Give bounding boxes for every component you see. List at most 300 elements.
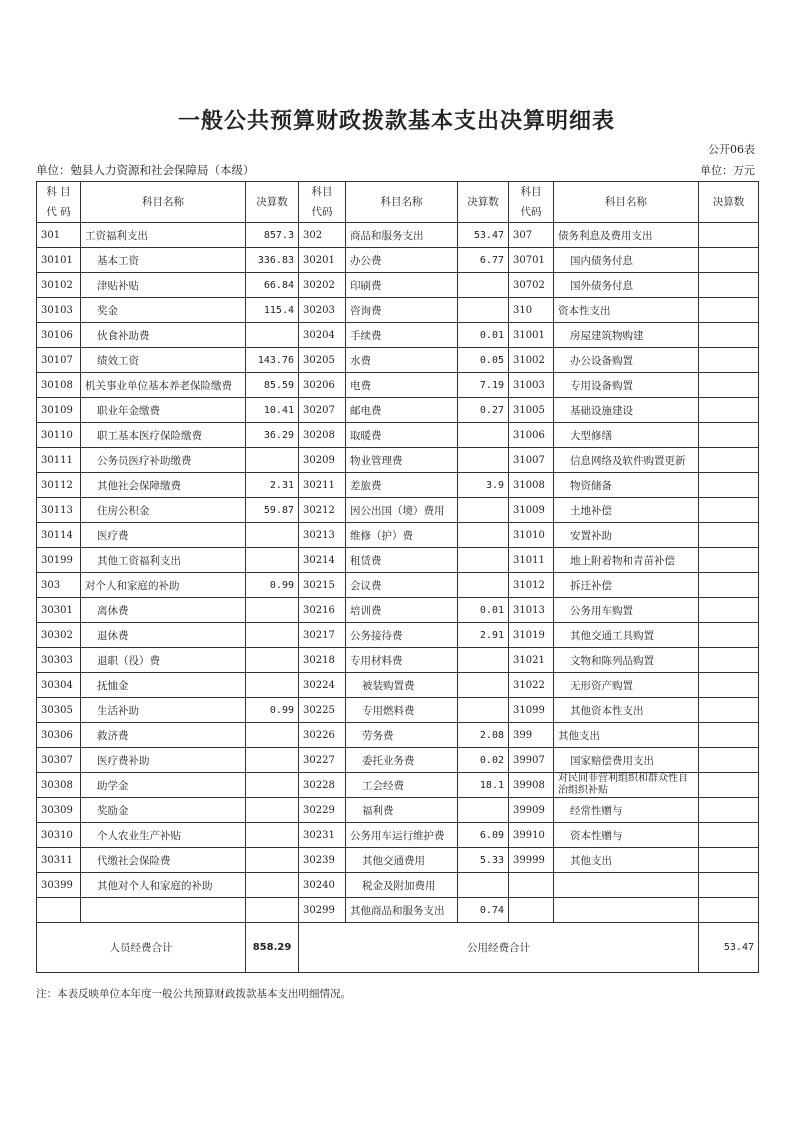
subject-name: [81, 598, 246, 623]
amount: 18.1: [458, 773, 509, 798]
subject-name-text: 邮电费: [350, 404, 382, 417]
amount: 3.9: [458, 473, 509, 498]
subject-name-text: 离休费: [97, 604, 129, 617]
table-row: [37, 748, 759, 773]
subject-name-text: 助学金: [97, 779, 129, 792]
table-row: [37, 398, 759, 423]
subject-code: 39908: [509, 773, 554, 798]
subject-name-text: 办公费: [350, 254, 382, 267]
subject-name: [554, 548, 699, 573]
subject-name-text: 其他社会保障缴费: [97, 479, 181, 492]
subject-name-text: 国家赔偿费用支出: [570, 754, 654, 767]
subject-name-text: 取暖费: [350, 429, 382, 442]
amount: 5.33: [458, 848, 509, 873]
subject-name-text: 文物和陈列品购置: [570, 654, 654, 667]
subject-name-text: 咨询费: [350, 304, 382, 317]
subject-code: 30227: [299, 748, 346, 773]
header-name: 科目名称: [346, 182, 458, 223]
subject-code: 30202: [299, 273, 346, 298]
amount: [699, 298, 759, 323]
subject-name: [554, 573, 699, 598]
subject-name-text: 其他交通工具购置: [570, 629, 654, 642]
amount: [699, 648, 759, 673]
subject-name: [346, 723, 458, 748]
subject-name: [346, 373, 458, 398]
subject-code: 30239: [299, 848, 346, 873]
amount: [699, 598, 759, 623]
subject-code: 30103: [37, 298, 81, 323]
subject-name: [81, 348, 246, 373]
table-row: [37, 498, 759, 523]
subject-code: 30207: [299, 398, 346, 423]
table-row: [37, 723, 759, 748]
amount: 6.77: [458, 248, 509, 273]
subject-name: [554, 623, 699, 648]
subject-name-text: 个人农业生产补贴: [97, 829, 181, 842]
page-title: 一般公共预算财政拨款基本支出决算明细表: [177, 108, 615, 134]
subject-code: 30204: [299, 323, 346, 348]
subject-name-text: 其他支出: [570, 854, 612, 867]
subject-name-text: 委托业务费: [362, 754, 415, 767]
amount: [246, 323, 299, 348]
amount: [699, 448, 759, 473]
subject-code: 30201: [299, 248, 346, 273]
amount: [699, 273, 759, 298]
subject-name-text: 医疗费补助: [97, 754, 150, 767]
subject-name: [81, 573, 246, 598]
subject-name: [81, 673, 246, 698]
personnel-total-label: 人员经费合计: [37, 923, 246, 973]
subject-code: 39909: [509, 798, 554, 823]
table-row: [37, 448, 759, 473]
subject-code: 30305: [37, 698, 81, 723]
subject-name-text: 大型修缮: [570, 429, 612, 442]
subject-name-text: 办公设备购置: [570, 354, 633, 367]
table-row: [37, 298, 759, 323]
table-row: [37, 423, 759, 448]
amount: [458, 423, 509, 448]
amount: 0.99: [246, 698, 299, 723]
subject-name: [554, 373, 699, 398]
subject-name-text: 债务利息及费用支出: [558, 229, 653, 242]
subject-name-text: 公务用车购置: [570, 604, 633, 617]
subject-code: 30299: [299, 898, 346, 923]
subject-name: [81, 698, 246, 723]
subject-name: [81, 423, 246, 448]
subject-name-text: 维修（护）费: [350, 529, 413, 542]
amount: [699, 398, 759, 423]
amount: [699, 748, 759, 773]
subject-code: [37, 898, 81, 923]
amount: [246, 748, 299, 773]
subject-name: [81, 323, 246, 348]
unit-name: 单位：勉县人力资源和社会保障局（本级）: [36, 163, 255, 177]
amount: [458, 798, 509, 823]
subject-name-text: 物资储备: [570, 479, 612, 492]
subject-code: 30399: [37, 873, 81, 898]
amount: [246, 448, 299, 473]
amount: 10.41: [246, 398, 299, 423]
table-row: [37, 673, 759, 698]
subject-name-text: 租赁费: [350, 554, 382, 567]
subject-name-text: 培训费: [350, 604, 382, 617]
subject-code: 30229: [299, 798, 346, 823]
subject-name: [346, 823, 458, 848]
amount: [699, 573, 759, 598]
subject-name: [554, 898, 699, 923]
table-row: [37, 848, 759, 873]
subject-name-text: 职业年金缴费: [97, 404, 160, 417]
header-code: 科目 代码: [299, 182, 346, 223]
amount: [699, 473, 759, 498]
subject-name: [346, 848, 458, 873]
header-amount: 决算数: [699, 182, 759, 223]
amount: [458, 273, 509, 298]
subject-name: [81, 773, 246, 798]
subject-name-text: 退休费: [97, 629, 129, 642]
header-name: 科目名称: [554, 182, 699, 223]
subject-code: 31022: [509, 673, 554, 698]
amount: [458, 673, 509, 698]
subject-name: [81, 873, 246, 898]
subject-code: 30107: [37, 348, 81, 373]
amount: [246, 873, 299, 898]
subject-name-text: 住房公积金: [97, 504, 150, 517]
subject-name-text: 其他工资福利支出: [97, 554, 181, 567]
subject-name-text: 伙食补助费: [97, 329, 150, 342]
amount: [699, 348, 759, 373]
subject-name-text: 退职（役）费: [97, 654, 160, 667]
subject-name-text: 对民间非营利组织和群众性自治组织补贴: [558, 773, 688, 796]
amount: [699, 423, 759, 448]
subject-name-text: 职工基本医疗保险缴费: [97, 429, 202, 442]
subject-code: 310: [509, 298, 554, 323]
subject-code: 30199: [37, 548, 81, 573]
form-number: 公开06表: [708, 143, 755, 156]
amount: [246, 798, 299, 823]
subject-name: [81, 648, 246, 673]
subject-name-text: 绩效工资: [97, 354, 139, 367]
subject-code: 30112: [37, 473, 81, 498]
amount: [699, 873, 759, 898]
subject-name-text: 商品和服务支出: [350, 229, 424, 242]
table-row: [37, 798, 759, 823]
subject-name: [346, 448, 458, 473]
amount: 36.29: [246, 423, 299, 448]
subject-code: 30113: [37, 498, 81, 523]
subject-name-text: 生活补助: [97, 704, 139, 717]
subject-code: 30301: [37, 598, 81, 623]
subject-name-text: 津贴补贴: [97, 279, 139, 292]
subject-name-text: 房屋建筑物购建: [570, 329, 644, 342]
header-code: 科 目 代 码: [37, 182, 81, 223]
amount: [246, 773, 299, 798]
subject-name: [346, 623, 458, 648]
subject-name-text: 其他资本性支出: [570, 704, 644, 717]
header-row: [37, 182, 759, 223]
subject-name: [346, 348, 458, 373]
subject-name: [81, 623, 246, 648]
subject-name-text: 基本工资: [97, 254, 139, 267]
subject-name: [554, 323, 699, 348]
subject-code: 30308: [37, 773, 81, 798]
subject-code: 31010: [509, 523, 554, 548]
amount: [699, 823, 759, 848]
subject-name-text: 专用设备购置: [570, 379, 633, 392]
table-row: [37, 598, 759, 623]
table-row: [37, 323, 759, 348]
subject-name-text: 其他对个人和家庭的补助: [97, 879, 213, 892]
subject-name-text: 工会经费: [362, 779, 404, 792]
amount: 336.83: [246, 248, 299, 273]
subject-name: [554, 748, 699, 773]
amount: 59.87: [246, 498, 299, 523]
amount: 7.19: [458, 373, 509, 398]
subject-name-text: 土地补偿: [570, 504, 612, 517]
amount: 66.84: [246, 273, 299, 298]
subject-name-text: 信息网络及软件购置更新: [570, 454, 686, 467]
subject-name: [346, 773, 458, 798]
subject-code: [509, 898, 554, 923]
public-total-label: 公用经费合计: [299, 923, 699, 973]
subject-name: [81, 523, 246, 548]
subject-code: 30215: [299, 573, 346, 598]
amount: [699, 498, 759, 523]
subject-code: 31008: [509, 473, 554, 498]
subject-name: [554, 298, 699, 323]
header-amount: 决算数: [458, 182, 509, 223]
subject-name: [346, 698, 458, 723]
subject-name: [81, 448, 246, 473]
amount: [699, 848, 759, 873]
subject-name: [346, 898, 458, 923]
subject-name: [346, 498, 458, 523]
subject-name: [346, 573, 458, 598]
subject-name-text: 基础设施建设: [570, 404, 633, 417]
subject-code: 30310: [37, 823, 81, 848]
subject-name: [81, 248, 246, 273]
subject-name: [346, 223, 458, 248]
table-row: [37, 348, 759, 373]
amount: 0.01: [458, 323, 509, 348]
amount: [458, 698, 509, 723]
subject-name-text: 电费: [350, 379, 371, 392]
subject-name-text: 代缴社会保险费: [97, 854, 171, 867]
subject-name: [554, 823, 699, 848]
amount: 6.09: [458, 823, 509, 848]
subject-name: [346, 673, 458, 698]
subject-code: 31012: [509, 573, 554, 598]
subject-code: 30209: [299, 448, 346, 473]
subject-code: 31006: [509, 423, 554, 448]
subject-name: [346, 873, 458, 898]
subject-name: [554, 523, 699, 548]
public-total-value: 53.47: [699, 923, 759, 973]
subject-name: [346, 298, 458, 323]
subject-code: 30311: [37, 848, 81, 873]
subject-code: 30102: [37, 273, 81, 298]
subject-name: [554, 448, 699, 473]
amount: [699, 798, 759, 823]
subject-name-text: 印刷费: [350, 279, 382, 292]
subject-name-text: 奖励金: [97, 804, 129, 817]
subject-code: 30309: [37, 798, 81, 823]
subject-name: [554, 648, 699, 673]
subject-code: 31011: [509, 548, 554, 573]
subject-code: 30206: [299, 373, 346, 398]
subject-name: [554, 598, 699, 623]
table-row: [37, 898, 759, 923]
subject-name-text: 公务员医疗补助缴费: [97, 454, 192, 467]
subject-name-text: 差旅费: [350, 479, 382, 492]
personnel-total-value: 858.29: [246, 923, 299, 973]
subject-name: [554, 273, 699, 298]
table-row: [37, 648, 759, 673]
amount: 0.99: [246, 573, 299, 598]
amount: [699, 773, 759, 798]
subject-name-text: 工资福利支出: [85, 229, 148, 242]
subject-name: [81, 898, 246, 923]
subject-name-text: 抚恤金: [97, 679, 129, 692]
amount: 0.05: [458, 348, 509, 373]
subject-code: 302: [299, 223, 346, 248]
amount: [458, 448, 509, 473]
subject-code: 30109: [37, 398, 81, 423]
subject-code: 31003: [509, 373, 554, 398]
subject-code: 307: [509, 223, 554, 248]
subject-name: [554, 473, 699, 498]
amount: [458, 573, 509, 598]
subject-name: [346, 523, 458, 548]
amount: 2.91: [458, 623, 509, 648]
subject-name: [346, 273, 458, 298]
amount: [699, 248, 759, 273]
subject-code: 31007: [509, 448, 554, 473]
amount: [699, 673, 759, 698]
subject-name: [554, 798, 699, 823]
amount: 0.02: [458, 748, 509, 773]
amount: [699, 698, 759, 723]
subject-name-text: 因公出国（境）费用: [350, 504, 445, 517]
subject-name-text: 福利费: [362, 804, 394, 817]
subject-code: 30211: [299, 473, 346, 498]
subject-code: 30225: [299, 698, 346, 723]
amount: [458, 298, 509, 323]
subject-name-text: 安置补助: [570, 529, 612, 542]
subject-name: [346, 598, 458, 623]
subject-code: 31009: [509, 498, 554, 523]
subject-name: [346, 423, 458, 448]
table-row: [37, 373, 759, 398]
subject-name-text: 公务用车运行维护费: [350, 829, 445, 842]
subject-name-text: 对个人和家庭的补助: [85, 579, 180, 592]
amount: [458, 523, 509, 548]
table-row: [37, 223, 759, 248]
subject-name-text: 医疗费: [97, 529, 129, 542]
subject-name: [554, 673, 699, 698]
subject-name: [346, 748, 458, 773]
subject-name-text: 专用燃料费: [362, 704, 415, 717]
table-row: [37, 523, 759, 548]
subject-name-text: 手续费: [350, 329, 382, 342]
amount: 857.3: [246, 223, 299, 248]
subject-code: 31099: [509, 698, 554, 723]
table-row: [37, 873, 759, 898]
amount: 115.4: [246, 298, 299, 323]
subject-code: 30224: [299, 673, 346, 698]
subject-code: 301: [37, 223, 81, 248]
subject-name-text: 资本性支出: [558, 304, 611, 317]
subject-name-text: 物业管理费: [350, 454, 403, 467]
subject-code: 30214: [299, 548, 346, 573]
amount: [699, 723, 759, 748]
header-amount: 决算数: [246, 182, 299, 223]
subject-code: 30108: [37, 373, 81, 398]
amount: 85.59: [246, 373, 299, 398]
amount: [458, 648, 509, 673]
subject-name: [346, 548, 458, 573]
amount: 0.74: [458, 898, 509, 923]
subject-code: 39910: [509, 823, 554, 848]
subject-code: 30307: [37, 748, 81, 773]
subject-name: [554, 773, 699, 798]
subject-name-text: 其他支出: [558, 729, 600, 742]
subject-name-text: 税金及附加费用: [362, 879, 436, 892]
subject-code: 30208: [299, 423, 346, 448]
subject-name-text: 其他商品和服务支出: [350, 904, 445, 917]
table-row: [37, 248, 759, 273]
subject-code: 30111: [37, 448, 81, 473]
subject-code: 31005: [509, 398, 554, 423]
amount: [699, 898, 759, 923]
subject-name: [554, 498, 699, 523]
subject-code: 31001: [509, 323, 554, 348]
amount: 53.47: [458, 223, 509, 248]
table-row: [37, 823, 759, 848]
amount: [699, 373, 759, 398]
amount: 0.01: [458, 598, 509, 623]
subject-name-text: 经常性赠与: [570, 804, 623, 817]
amount: [246, 598, 299, 623]
subject-code: 30218: [299, 648, 346, 673]
footnote: 注：本表反映单位本年度一般公共预算财政拨款基本支出明细情况。: [36, 988, 351, 1000]
amount: [699, 548, 759, 573]
subject-code: 39999: [509, 848, 554, 873]
subject-code: 30226: [299, 723, 346, 748]
subject-name: [81, 798, 246, 823]
subject-name: [81, 473, 246, 498]
amount: [246, 673, 299, 698]
amount: 2.31: [246, 473, 299, 498]
amount: 0.27: [458, 398, 509, 423]
amount: [458, 873, 509, 898]
amount: [246, 898, 299, 923]
subject-code: 31021: [509, 648, 554, 673]
subject-name: [346, 473, 458, 498]
amount: [699, 223, 759, 248]
subject-code: 30213: [299, 523, 346, 548]
subject-code: 30212: [299, 498, 346, 523]
subject-name-text: 被装购置费: [362, 679, 415, 692]
subject-name-text: 地上附着物和青苗补偿: [570, 554, 675, 567]
currency-unit: 单位：万元: [700, 164, 755, 177]
amount: [246, 623, 299, 648]
subject-name: [81, 723, 246, 748]
amount: [246, 523, 299, 548]
subject-name: [554, 423, 699, 448]
subject-name: [81, 273, 246, 298]
amount: [458, 548, 509, 573]
